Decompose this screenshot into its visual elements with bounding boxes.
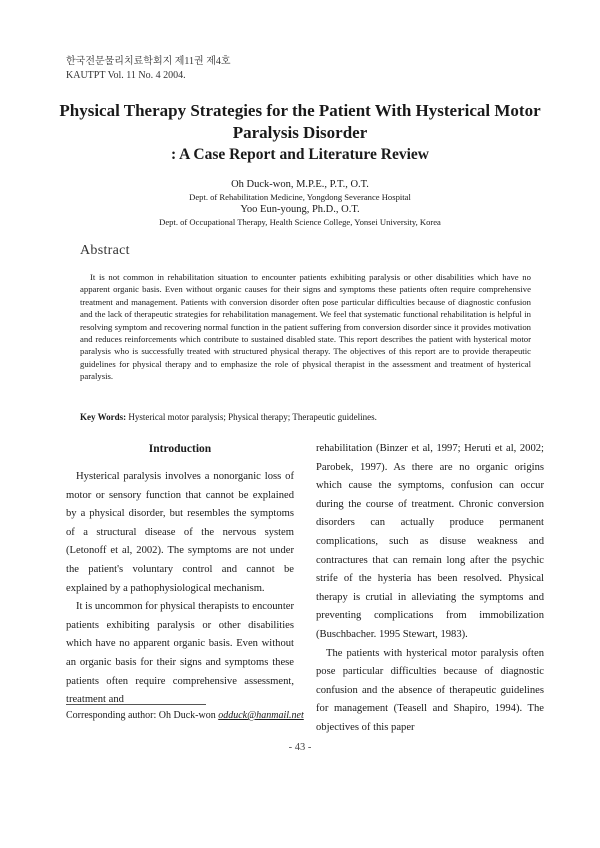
footnote-label: Corresponding author: <box>66 710 157 721</box>
body-paragraph: The patients with hysterical motor paralysis often pose particular difficulties because of diagnostic confusion and the absence of therapeutic guidelines for management (Teasell and Shapiro, 1994). The objectives of this paper <box>316 647 544 733</box>
keywords-label: Key Words: <box>80 412 127 422</box>
title-line-2: Paralysis Disorder <box>232 123 368 142</box>
author-affiliation: Dept. of Occupational Therapy, Health Science College, Yonsei University, Korea <box>159 217 441 227</box>
abstract-text: It is not common in rehabilitation situation to encounter patients exhibiting paralysis or other disabilities which have no apparent organic basis. Even without organic causes for their signs and symptoms these patients often require comprehensive treatment and management. Patients with conversion disorder often pose particular difficulties because of diagnostic confusion and the lack of therapeutic strategies for rehabilitation management. We feel that systematic functional rehabilitation is helpful in resolving symptom and recovering normal function in the patient suffering from conversion disorder since it provides motivation and reduces reinforcements which contribute to sustained disabled state. This report describes the patient with hysterical motor paralysis who is successfully treated with structured physical therapy. The objectives of this report are to provide therapeutic guidelines for physical therapy and to emphasize the role of physical therapist in the assessment and treatment of hysterical paralysis. <box>80 272 531 382</box>
footnote-author: Oh Duck-won <box>158 710 216 721</box>
footnote <box>66 710 304 721</box>
footnote-email-link[interactable]: odduck@hanmail.net <box>218 710 304 721</box>
paper-title <box>40 100 560 166</box>
body-paragraph: Hysterical paralysis involves a nonorganic loss of motor or sensory function that cannot be explained by a physical disorder, but resembles the symptoms of a structural disease of the nervous system (Letonoff et al, 2002). The symptoms are not under the patient's voluntary control and cannot be explained by a pathophysiological mechanism. <box>66 471 294 594</box>
left-column <box>66 440 294 710</box>
journal-name-korean: 한국전문물리치료학회지 제11권 제4호 <box>66 56 231 67</box>
author-name: Oh Duck-won, M.P.E., P.T., O.T. <box>231 179 369 190</box>
author-block <box>60 178 540 228</box>
right-column <box>316 440 544 738</box>
title-line-1: Physical Therapy Strategies for the Patient With Hysterical Motor <box>59 101 541 120</box>
journal-header <box>66 55 231 83</box>
author-name: Yoo Eun-young, Ph.D., O.T. <box>240 204 360 215</box>
title-subtitle: : A Case Report and Literature Review <box>170 146 429 163</box>
footnote-divider <box>66 704 206 705</box>
keywords <box>80 412 377 422</box>
body-paragraph: rehabilitation (Binzer et al, 1997; Heruti et al, 2002; Parobek, 1997). As there are no organic origins which cause the symptoms, confusion can occur during the course of treatment. Chronic conversion disorders can actually produce permanent complications, such as disuse weakness and contractures that can remain long after the psychic strife of the hysteria has been resolved. Physical therapy is crutial in alleviating the symptoms and preventing complications from immobilization (Buschbacher. 1995 Stewart, 1983). <box>316 443 544 640</box>
author-affiliation: Dept. of Rehabilitation Medicine, Yongdong Severance Hospital <box>189 192 411 202</box>
abstract-heading: Abstract <box>80 243 130 258</box>
keywords-text: Hysterical motor paralysis; Physical therapy; Therapeutic guidelines. <box>128 412 377 422</box>
journal-volume: KAUTPT Vol. 11 No. 4 2004. <box>66 70 186 81</box>
introduction-heading: Introduction <box>148 443 212 455</box>
body-paragraph: It is uncommon for physical therapists to encounter patients exhibiting paralysis or other disabilities which have no apparent organic basis. Even without an organic basis for their signs and symptoms these patients often require comprehensive assessment, treatment and <box>66 601 295 706</box>
page-number: - 43 - <box>288 742 312 753</box>
